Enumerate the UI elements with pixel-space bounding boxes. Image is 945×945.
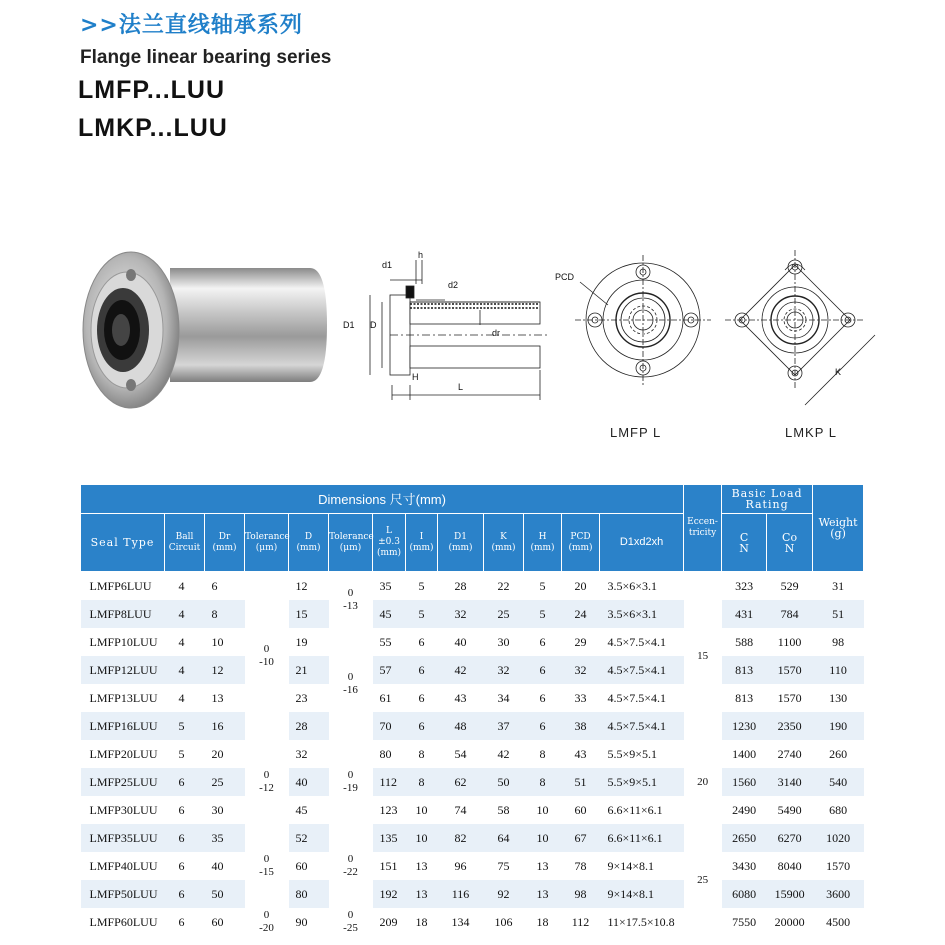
cell-PCD: 29 — [574, 634, 587, 649]
table-row — [81, 684, 864, 712]
caption-lmkp: LMKP L — [785, 425, 838, 440]
cell-tol-D: 0 -16 — [329, 628, 373, 740]
cell-weight: 98 — [832, 634, 845, 649]
cell-D: 19 — [295, 634, 308, 649]
cell-weight: 1570 — [826, 858, 851, 873]
cell-H: 10 — [536, 802, 549, 817]
cell-D: 60 — [295, 858, 308, 873]
cell-PCD: 43 — [574, 746, 587, 761]
label-d1: d1 — [382, 260, 393, 270]
cell-dr: 35 — [205, 824, 245, 852]
cell-H: 13 — [524, 880, 562, 908]
cell-K: 34 — [497, 690, 510, 705]
cell-K: 37 — [484, 712, 524, 740]
cell-H: 8 — [539, 746, 546, 761]
header-L: L ±0.3 (mm) — [373, 514, 406, 572]
cell-eccentricity: 25 — [684, 824, 722, 936]
header-H: H (mm) — [524, 514, 562, 572]
cell-L: 45 — [373, 600, 406, 628]
header-D: D (mm) — [289, 514, 329, 572]
cell-seal: LMFP6LUU — [89, 578, 152, 593]
label-L: L — [458, 382, 464, 392]
cell-I: 6 — [406, 712, 438, 740]
cell-Co: 1570 — [767, 656, 813, 684]
label-D: D — [370, 320, 377, 330]
table-row — [81, 628, 864, 656]
cell-K: 75 — [497, 858, 510, 873]
cell-ball: 4 — [165, 656, 205, 684]
cell-hole: 6.6×11×6.1 — [600, 824, 684, 852]
cell-dr: 12 — [205, 656, 245, 684]
cell-I: 10 — [406, 824, 438, 852]
cell-C: 588 — [735, 634, 754, 649]
cell-dr: 60 — [211, 914, 224, 929]
cell-ball: 6 — [165, 880, 205, 908]
cell-D1: 32 — [438, 600, 484, 628]
cell-seal: LMFP20LUU — [89, 746, 158, 761]
cell-ball: 6 — [165, 768, 205, 796]
cell-weight: 190 — [813, 712, 864, 740]
cell-K: 25 — [484, 600, 524, 628]
cell-H: 5 — [524, 600, 562, 628]
cell-hole: 5.5×9×5.1 — [600, 768, 684, 796]
cell-I: 6 — [418, 634, 425, 649]
cell-ball: 5 — [165, 712, 205, 740]
cell-tol-D: 0 -22 — [329, 824, 373, 908]
cell-D: 21 — [289, 656, 329, 684]
cell-D1: 40 — [454, 634, 467, 649]
cell-tol-dr: 0 -20 — [245, 908, 289, 936]
cell-dr: 10 — [211, 634, 224, 649]
cell-C: 2490 — [732, 802, 757, 817]
cell-C: 323 — [735, 578, 754, 593]
cell-hole: 9×14×8.1 — [600, 880, 684, 908]
cell-L: 55 — [379, 634, 392, 649]
technical-drawing — [330, 240, 890, 450]
model-lmfp: LMFP...LUU — [78, 76, 226, 104]
cell-K: 106 — [494, 914, 513, 929]
cell-L: 35 — [379, 578, 392, 593]
cell-weight: 260 — [829, 746, 848, 761]
lmfp-front-view — [575, 255, 711, 385]
cell-ball: 5 — [178, 746, 185, 761]
label-h: h — [418, 250, 424, 260]
table-row — [81, 768, 864, 796]
table-row — [81, 740, 864, 768]
cell-I: 8 — [406, 768, 438, 796]
cell-D1: 96 — [454, 858, 467, 873]
cell-weight: 3600 — [813, 880, 864, 908]
cell-Co: 2350 — [767, 712, 813, 740]
cell-K: 50 — [484, 768, 524, 796]
label-H: H — [412, 372, 419, 382]
header-I: I (mm) — [406, 514, 438, 572]
header-hole: D1xd2xh — [600, 514, 684, 572]
cell-seal: LMFP13LUU — [89, 690, 158, 705]
cell-H: 6 — [524, 712, 562, 740]
cell-D: 40 — [289, 768, 329, 796]
cell-I: 5 — [418, 578, 425, 593]
table-row — [81, 656, 864, 684]
cell-H: 5 — [539, 578, 546, 593]
cell-tol-D: 0 -19 — [329, 740, 373, 824]
cell-D1: 134 — [451, 914, 470, 929]
cell-D: 45 — [295, 802, 308, 817]
cell-PCD: 38 — [562, 712, 600, 740]
cell-L: 61 — [379, 690, 392, 705]
cell-seal: LMFP12LUU — [81, 656, 165, 684]
cell-PCD: 98 — [562, 880, 600, 908]
cell-K: 30 — [497, 634, 510, 649]
cell-dr: 13 — [211, 690, 224, 705]
cell-C: 3430 — [732, 858, 757, 873]
cell-D1: 62 — [438, 768, 484, 796]
cell-PCD: 20 — [574, 578, 587, 593]
cell-Co: 2740 — [777, 746, 802, 761]
cell-eccentricity: 15 — [684, 572, 722, 741]
cell-I: 6 — [418, 690, 425, 705]
cell-dr: 30 — [211, 802, 224, 817]
cell-Co: 15900 — [767, 880, 813, 908]
cell-D1: 82 — [438, 824, 484, 852]
header-seal-type: Seal Type — [81, 514, 165, 572]
cell-ball: 4 — [178, 634, 185, 649]
label-dr: dr — [492, 328, 501, 338]
cell-dr: 6 — [211, 578, 218, 593]
table-row — [81, 572, 864, 601]
cell-D1: 116 — [438, 880, 484, 908]
label-k: K — [835, 367, 842, 377]
header-tolerance-D: Tolerance (μm) — [329, 514, 373, 572]
cell-seal: LMFP35LUU — [81, 824, 165, 852]
cell-L: 70 — [373, 712, 406, 740]
cell-I: 5 — [406, 600, 438, 628]
cell-Co: 3140 — [767, 768, 813, 796]
cell-weight: 4500 — [826, 914, 851, 929]
cell-seal: LMFP8LUU — [81, 600, 165, 628]
cell-K: 58 — [497, 802, 510, 817]
cell-seal: LMFP25LUU — [81, 768, 165, 796]
cell-PCD: 32 — [562, 656, 600, 684]
cell-C: 2650 — [722, 824, 767, 852]
cell-tol-D: 0 -13 — [329, 572, 373, 629]
cell-L: 123 — [379, 802, 398, 817]
cell-C: 813 — [722, 656, 767, 684]
cell-D1: 74 — [454, 802, 467, 817]
cell-I: 8 — [418, 746, 425, 761]
cell-Co: 1570 — [777, 690, 802, 705]
cell-H: 6 — [524, 656, 562, 684]
cell-C: 6080 — [722, 880, 767, 908]
cell-L: 57 — [373, 656, 406, 684]
header-dimensions: Dimensions 尺寸(mm) — [81, 485, 684, 514]
label-pcd: PCD — [555, 272, 575, 282]
label-d2: d2 — [448, 280, 459, 290]
cell-hole: 4.5×7.5×4.1 — [600, 712, 684, 740]
cell-Co: 8040 — [777, 858, 802, 873]
cell-D: 12 — [295, 578, 308, 593]
cell-hole: 4.5×7.5×4.1 — [607, 690, 667, 705]
cell-ball: 4 — [165, 600, 205, 628]
cell-D: 23 — [295, 690, 308, 705]
cell-hole: 11×17.5×10.8 — [607, 914, 675, 929]
table-row — [81, 908, 864, 936]
cell-PCD: 112 — [571, 914, 590, 929]
cell-H: 13 — [536, 858, 549, 873]
cell-D: 80 — [289, 880, 329, 908]
cell-L: 192 — [373, 880, 406, 908]
cell-ball: 6 — [178, 802, 185, 817]
cell-L: 80 — [379, 746, 392, 761]
header-K: K (mm) — [484, 514, 524, 572]
header-C: C N — [722, 514, 767, 572]
cell-ball: 6 — [178, 858, 185, 873]
cell-weight: 130 — [829, 690, 848, 705]
cell-seal: LMFP16LUU — [81, 712, 165, 740]
cell-I: 13 — [406, 880, 438, 908]
cell-hole: 4.5×7.5×4.1 — [607, 634, 667, 649]
cell-C: 431 — [722, 600, 767, 628]
cell-L: 209 — [379, 914, 398, 929]
cell-ball: 4 — [178, 690, 185, 705]
cell-seal: LMFP40LUU — [89, 858, 158, 873]
header-dr: Dr (mm) — [205, 514, 245, 572]
cell-D: 52 — [289, 824, 329, 852]
lmkp-front-view — [725, 250, 875, 405]
cell-Co: 784 — [767, 600, 813, 628]
table-row — [81, 712, 864, 740]
label-D1: D1 — [343, 320, 355, 330]
cell-D: 90 — [295, 914, 308, 929]
cell-K: 64 — [484, 824, 524, 852]
cell-tol-D: 0 -25 — [329, 908, 373, 936]
cell-C: 1230 — [722, 712, 767, 740]
cell-weight: 110 — [813, 656, 864, 684]
header-tolerance-dr: Tolerance (μm) — [245, 514, 289, 572]
cell-tol-dr: 0 -12 — [245, 740, 289, 824]
cell-ball: 4 — [178, 578, 185, 593]
cell-H: 8 — [524, 768, 562, 796]
cell-D: 28 — [289, 712, 329, 740]
header-PCD: PCD (mm) — [562, 514, 600, 572]
cell-seal: LMFP30LUU — [89, 802, 158, 817]
cell-tol-dr: 0 -10 — [245, 572, 289, 741]
cell-L: 112 — [373, 768, 406, 796]
cell-Co: 6270 — [767, 824, 813, 852]
cell-I: 6 — [406, 656, 438, 684]
cell-PCD: 67 — [562, 824, 600, 852]
cell-D1: 43 — [454, 690, 467, 705]
title-english: Flange linear bearing series — [80, 47, 332, 68]
cell-weight: 540 — [813, 768, 864, 796]
cell-weight: 680 — [829, 802, 848, 817]
cell-hole: 6.6×11×6.1 — [607, 802, 663, 817]
cell-dr: 50 — [205, 880, 245, 908]
table-row — [81, 852, 864, 880]
cell-seal: LMFP60LUU — [89, 914, 158, 929]
bearing-photo — [75, 250, 330, 420]
header-Co: Co N — [767, 514, 813, 572]
cell-D1: 48 — [438, 712, 484, 740]
model-lmkp: LMKP...LUU — [78, 114, 228, 142]
table-row — [81, 796, 864, 824]
cell-C: 7550 — [732, 914, 757, 929]
cell-D1: 28 — [454, 578, 467, 593]
cell-weight: 1020 — [813, 824, 864, 852]
header-weight: Weight (g) — [813, 485, 864, 572]
cell-H: 10 — [524, 824, 562, 852]
cell-H: 6 — [539, 690, 546, 705]
cell-dr: 8 — [205, 600, 245, 628]
cell-PCD: 24 — [562, 600, 600, 628]
cell-seal: LMFP10LUU — [89, 634, 158, 649]
cell-dr: 40 — [211, 858, 224, 873]
cell-hole: 3.5×6×3.1 — [607, 578, 658, 593]
cell-hole: 4.5×7.5×4.1 — [600, 656, 684, 684]
cell-C: 1560 — [722, 768, 767, 796]
cell-hole: 3.5×6×3.1 — [600, 600, 684, 628]
cell-H: 6 — [539, 634, 546, 649]
cell-dr: 16 — [205, 712, 245, 740]
cell-C: 813 — [735, 690, 754, 705]
cell-eccentricity: 20 — [684, 740, 722, 824]
cell-K: 32 — [484, 656, 524, 684]
header-eccentricity: Eccen- tricity — [684, 485, 722, 572]
specification-table — [80, 484, 864, 936]
cell-Co: 1100 — [777, 634, 802, 649]
header-D1: D1 (mm) — [438, 514, 484, 572]
cell-K: 92 — [484, 880, 524, 908]
cell-dr: 20 — [211, 746, 224, 761]
table-row — [81, 824, 864, 852]
table-row — [81, 880, 864, 908]
cell-tol-dr: 0 -15 — [245, 824, 289, 908]
caption-lmfp: LMFP L — [610, 425, 662, 440]
cell-L: 135 — [373, 824, 406, 852]
cell-H: 18 — [536, 914, 549, 929]
title-chinese: >>法兰直线轴承系列 — [80, 13, 303, 38]
cell-C: 1400 — [732, 746, 757, 761]
cell-dr: 25 — [205, 768, 245, 796]
cell-weight: 31 — [832, 578, 845, 593]
cell-hole: 9×14×8.1 — [607, 858, 655, 873]
cell-K: 22 — [497, 578, 510, 593]
cell-PCD: 51 — [562, 768, 600, 796]
cell-I: 18 — [415, 914, 428, 929]
cell-D1: 54 — [454, 746, 467, 761]
cell-ball: 6 — [178, 914, 185, 929]
cell-D: 32 — [295, 746, 308, 761]
cell-Co: 529 — [780, 578, 799, 593]
cell-PCD: 78 — [574, 858, 587, 873]
side-view — [370, 260, 550, 400]
header-load-rating: Basic Load Rating — [722, 485, 813, 514]
cell-ball: 6 — [165, 824, 205, 852]
header-ball-circuit: Ball Circuit — [165, 514, 205, 572]
cell-Co: 20000 — [774, 914, 805, 929]
cell-D: 15 — [289, 600, 329, 628]
cell-weight: 51 — [813, 600, 864, 628]
cell-I: 13 — [415, 858, 428, 873]
cell-I: 10 — [415, 802, 428, 817]
table-row — [81, 600, 864, 628]
cell-L: 151 — [379, 858, 398, 873]
cell-seal: LMFP50LUU — [81, 880, 165, 908]
cell-PCD: 60 — [574, 802, 587, 817]
cell-PCD: 33 — [574, 690, 587, 705]
cell-Co: 5490 — [777, 802, 802, 817]
cell-K: 42 — [497, 746, 510, 761]
cell-D1: 42 — [438, 656, 484, 684]
cell-hole: 5.5×9×5.1 — [607, 746, 658, 761]
